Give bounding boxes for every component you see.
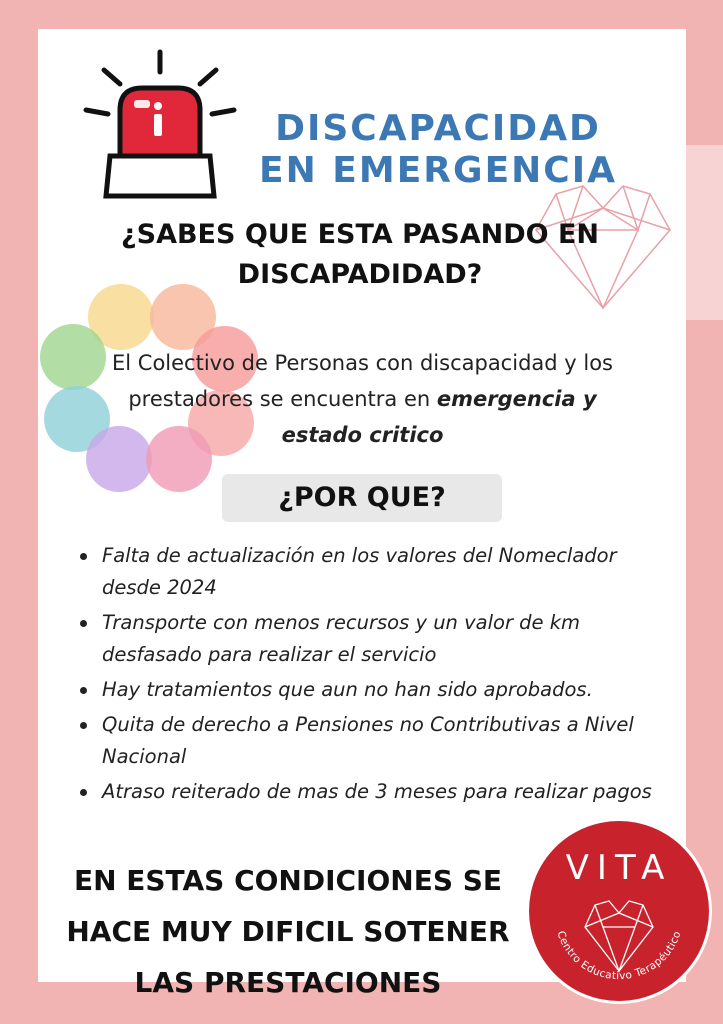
- list-item: Atraso reiterado de mas de 3 meses para realizar pagos: [76, 776, 671, 808]
- intro-emphasis-1: emergencia y: [436, 387, 597, 411]
- list-item: Falta de actualización en los valores del Nomeclador desde 2024: [76, 540, 671, 604]
- vita-logo-name: VITA: [565, 848, 673, 888]
- heart-icon: [585, 901, 653, 971]
- question-line-2: DISCAPADIDAD?: [237, 259, 483, 290]
- siren-icon: [80, 48, 240, 208]
- why-heading: ¿POR QUE?: [278, 482, 446, 513]
- title-line-1: DISCAPACIDAD: [275, 108, 601, 149]
- vita-logo-subtitle: Centro Educativo Terapéutico: [554, 929, 684, 983]
- title-line-2: EN EMERGENCIA: [259, 150, 617, 191]
- intro-paragraph: [50, 345, 675, 453]
- list-item: Hay tratamientos que aun no han sido aprobados.: [76, 674, 671, 706]
- question-line-1: ¿SABES QUE ESTA PASANDO EN: [120, 219, 600, 250]
- list-item: Quita de derecho a Pensiones no Contributivas a Nivel Nacional: [76, 709, 671, 773]
- intro-emphasis-2: estado critico: [281, 423, 444, 447]
- reasons-list: [76, 540, 671, 811]
- vita-logo: [529, 821, 709, 1001]
- closing-line-1: EN ESTAS CONDICIONES SE: [73, 864, 503, 897]
- closing-statement: [48, 855, 528, 1008]
- background-strip: [686, 145, 723, 320]
- svg-text:Centro Educativo Terapéutico: [554, 929, 683, 982]
- closing-line-3: LAS PRESTACIONES: [134, 966, 442, 999]
- question-heading: [60, 215, 660, 295]
- closing-line-2: HACE MUY DIFICIL SOTENER: [66, 915, 510, 948]
- intro-text: El Colectivo de Personas con discapacidad y los prestadores se encuentra en: [112, 351, 613, 411]
- list-item: Transporte con menos recursos y un valor de km desfasado para realizar el servicio: [76, 607, 671, 671]
